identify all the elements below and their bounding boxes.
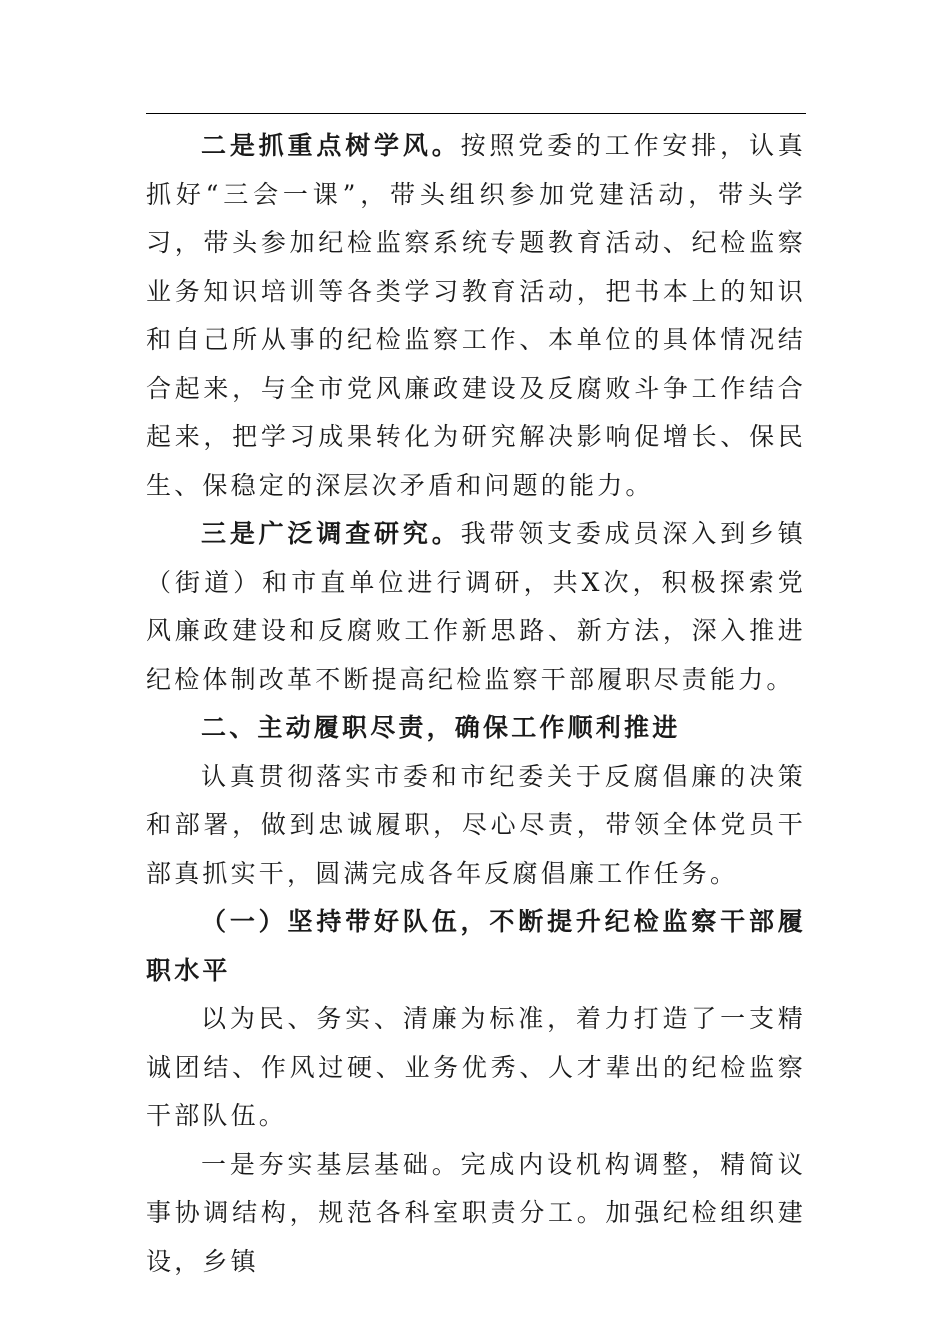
point-grassroots: 一是夯实基层基础。完成内设机构调整，精简议事协调结构，规范各科室职责分工。加强纪检组织建设，乡镇 <box>146 1149 806 1276</box>
header-rule <box>146 113 806 114</box>
paragraph-research <box>146 510 806 704</box>
paragraph-lead: 二是抓重点树学风。 <box>201 131 461 160</box>
paragraph-text: 按照党委的工作安排，认真抓好“三会一课”，带头组织参加党建活动，带头学习，带头参加纪检监察系统专题教育活动、纪检监察业务知识培训等各类学习教育活动，把书本上的知识和自己所从事的纪检监察工作、本单位的具体情况结合起来，与全市党风廉政建设及反腐败斗争工作结合起来，把学习成果转化为研究解决影响促增长、保民生、保稳定的深层次矛盾和问题的能力。 <box>146 131 806 500</box>
document-body <box>146 122 806 1286</box>
paragraph-text: 我带领支委成员深入到乡镇（街道）和市直单位进行调研，共X次，积极探索党风廉政建设和反腐败工作新思路、新方法，深入推进纪检体制改革不断提高纪检监察干部履职尽责能力。 <box>146 519 806 694</box>
subsection-text: 以为民、务实、清廉为标准，着力打造了一支精诚团结、作风过硬、业务优秀、人才辈出的纪检监察干部队伍。 <box>146 1004 806 1130</box>
section-intro: 认真贯彻落实市委和市纪委关于反腐倡廉的决策和部署，做到忠诚履职，尽心尽责，带领全体党员干部真抓实干，圆满完成各年反腐倡廉工作任务。 <box>146 761 806 888</box>
subsection-heading: （一）坚持带好队伍，不断提升纪检监察干部履职水平 <box>146 907 806 985</box>
paragraph-study-style <box>146 122 806 510</box>
paragraph-lead: 三是广泛调查研究。 <box>201 519 461 548</box>
section-heading: 二、主动履职尽责，确保工作顺利推进 <box>201 713 681 742</box>
